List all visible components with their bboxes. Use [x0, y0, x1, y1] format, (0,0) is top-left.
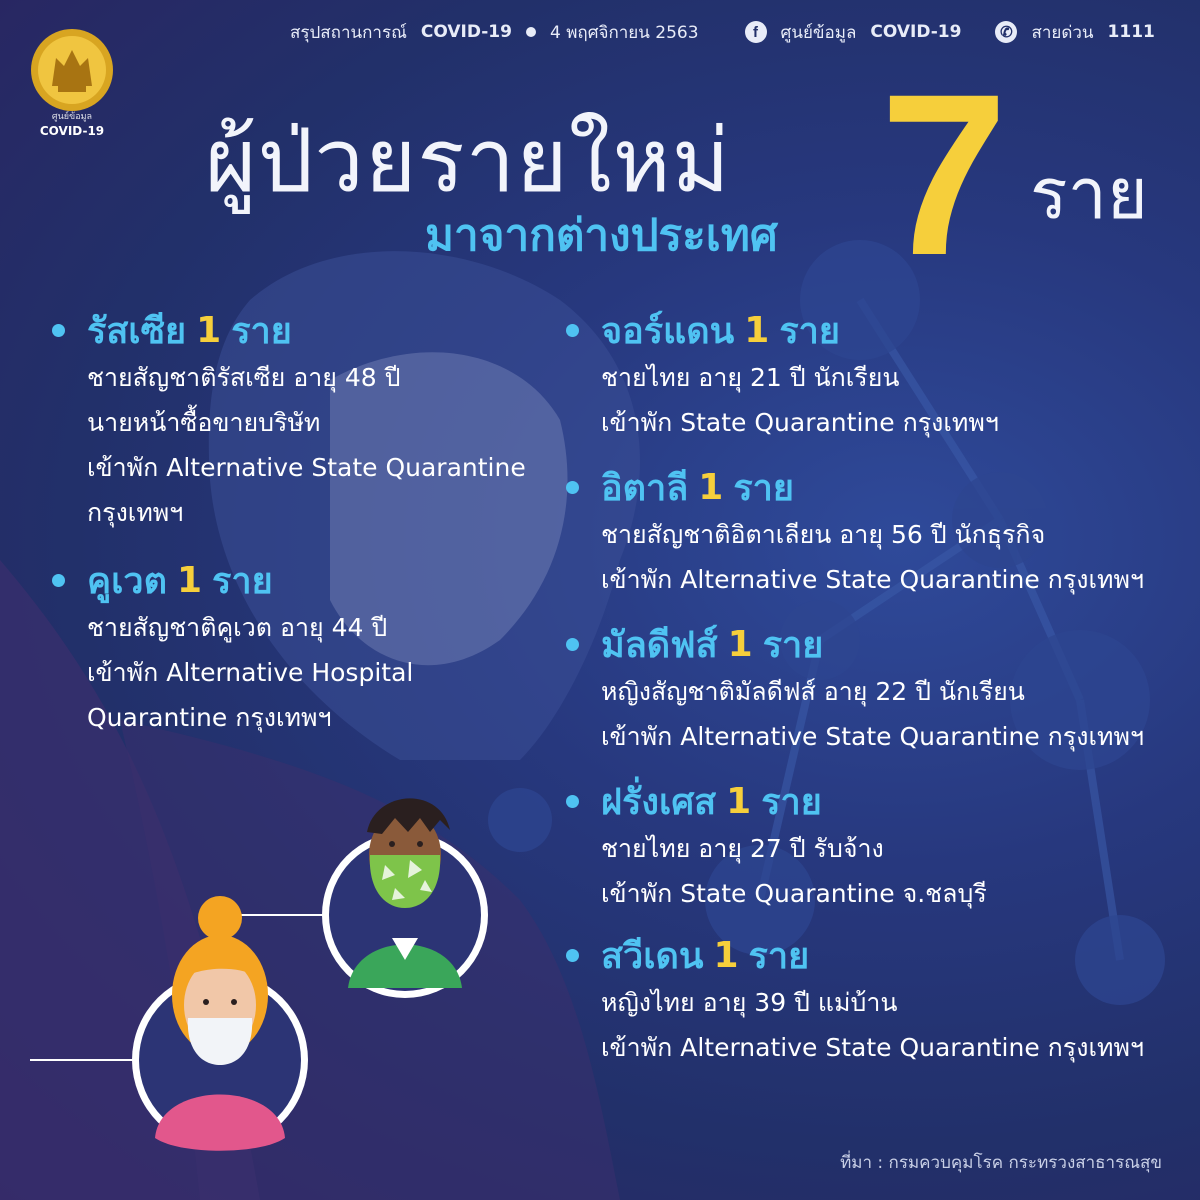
- page-subtitle: มาจากต่างประเทศ: [425, 210, 778, 261]
- case-detail-line: ชายไทย อายุ 21 ปี นักเรียน: [601, 363, 900, 392]
- case-unit: ราย: [761, 781, 822, 823]
- bullet-icon: [52, 324, 65, 337]
- case-header: [566, 619, 1144, 669]
- masked-man-avatar: [322, 798, 488, 998]
- case-header: [52, 555, 413, 605]
- case-detail-line: หญิงไทย อายุ 39 ปี แม่บ้าน: [601, 988, 898, 1017]
- case-count: 1: [176, 559, 203, 601]
- case-entry-maldives: [566, 619, 1144, 759]
- case-detail-line: เข้าพัก Alternative State Quarantine: [87, 453, 526, 482]
- case-unit: ราย: [733, 467, 794, 509]
- case-country: สวีเดน: [601, 935, 704, 977]
- case-unit: ราย: [212, 560, 273, 602]
- facebook-label: ศูนย์ข้อมูล: [780, 22, 857, 43]
- case-entry-jordan: [566, 305, 999, 445]
- case-count: 1: [713, 934, 739, 976]
- case-country: คูเวต: [87, 560, 167, 602]
- case-detail-line: เข้าพัก Alternative State Quarantine กรุงเทพฯ: [601, 722, 1144, 751]
- case-country: จอร์แดน: [601, 310, 735, 352]
- bullet-icon: [566, 638, 579, 651]
- bullet-icon: [566, 324, 579, 337]
- summary-brand: COVID-19: [420, 22, 512, 42]
- government-seal-logo: [30, 28, 114, 112]
- phone-icon[interactable]: ✆: [995, 21, 1017, 43]
- bullet-icon: [566, 949, 579, 962]
- case-country: ฝรั่งเศส: [601, 781, 717, 823]
- hotline-number: 1111: [1107, 22, 1155, 42]
- case-header: [566, 305, 999, 355]
- case-entry-italy: [566, 462, 1144, 602]
- case-unit: ราย: [762, 624, 824, 666]
- case-detail-line: เข้าพัก State Quarantine จ.ชลบุรี: [601, 879, 987, 908]
- case-detail-line: เข้าพัก Alternative Hospital: [87, 658, 414, 687]
- case-count: 1: [698, 466, 724, 508]
- case-detail-line: Quarantine กรุงเทพฯ: [87, 703, 332, 732]
- case-header: [566, 930, 1144, 980]
- facebook-icon[interactable]: f: [745, 21, 767, 43]
- report-date: 4 พฤศจิกายน 2563: [549, 22, 699, 43]
- logo-caption-text: ศูนย์ข้อมูล: [51, 112, 93, 122]
- case-header: [566, 462, 1144, 512]
- case-header: [566, 776, 987, 826]
- case-country: อิตาลี: [601, 467, 689, 509]
- case-unit: ราย: [231, 310, 292, 352]
- bullet-icon: [52, 574, 65, 587]
- case-entry-kuwait: [52, 555, 413, 740]
- case-count: 1: [744, 309, 770, 351]
- case-entry-russia: [52, 305, 526, 535]
- case-country: มัลดีฟส์: [601, 624, 718, 666]
- case-detail-line: ชายสัญชาติอิตาเลียน อายุ 56 ปี นักธุรกิจ: [601, 520, 1046, 549]
- total-count: 7: [880, 46, 1008, 303]
- case-count: 1: [727, 623, 753, 665]
- case-country: รัสเซีย: [87, 310, 187, 352]
- case-unit: ราย: [748, 935, 810, 977]
- case-detail-line: หญิงสัญชาติมัลดีฟส์ อายุ 22 ปี นักเรียน: [601, 677, 1025, 706]
- case-detail-line: เข้าพัก State Quarantine กรุงเทพฯ: [601, 408, 999, 437]
- case-detail-line: ชายสัญชาติรัสเซีย อายุ 48 ปี: [87, 363, 401, 392]
- total-unit: ราย: [1030, 153, 1148, 235]
- separator-dot-icon: [526, 27, 536, 37]
- header-bar: [290, 16, 1176, 48]
- case-count: 1: [726, 780, 752, 822]
- bullet-icon: [566, 795, 579, 808]
- case-detail-line: เข้าพัก Alternative State Quarantine กรุงเทพฯ: [601, 1033, 1144, 1062]
- case-detail-line: ชายสัญชาติคูเวต อายุ 44 ปี: [87, 613, 388, 642]
- source-citation: ที่มา : กรมควบคุมโรค กระทรวงสาธารณสุข: [840, 1153, 1162, 1173]
- masked-people-illustration: [30, 760, 510, 1180]
- facebook-brand: COVID-19: [870, 22, 962, 42]
- bullet-icon: [566, 481, 579, 494]
- case-detail-line: เข้าพัก Alternative State Quarantine กรุงเทพฯ: [601, 565, 1144, 594]
- summary-label: สรุปสถานการณ์: [290, 22, 407, 43]
- case-entry-france: [566, 776, 987, 916]
- case-header: [52, 305, 526, 355]
- page-title: ผู้ป่วยรายใหม่: [205, 109, 731, 212]
- hotline-label: สายด่วน: [1031, 22, 1094, 43]
- masked-woman-avatar: [132, 896, 308, 1151]
- case-detail-line: กรุงเทพฯ: [87, 498, 184, 527]
- logo-caption: [22, 110, 122, 138]
- case-detail-line: ชายไทย อายุ 27 ปี รับจ้าง: [601, 834, 884, 863]
- case-entry-sweden: [566, 930, 1144, 1070]
- case-count: 1: [196, 309, 222, 351]
- case-detail-line: นายหน้าซื้อขายบริษัท: [87, 408, 321, 437]
- case-unit: ราย: [779, 310, 840, 352]
- logo-caption-brand: COVID-19: [39, 124, 105, 138]
